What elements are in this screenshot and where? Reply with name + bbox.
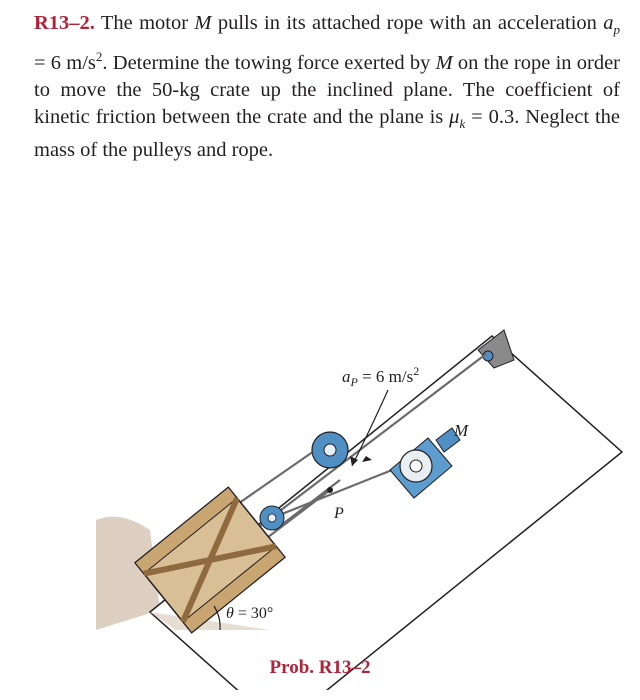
problem-text-segment: M <box>194 12 212 34</box>
problem-text-segment: p <box>613 22 620 38</box>
crate-pulley <box>260 506 284 530</box>
point-label: P <box>334 505 344 522</box>
problem-text-segment: M <box>435 51 453 74</box>
problem-text-segment: a <box>603 12 614 34</box>
accel-label: $a_P = 6$ $m/s^2$ <box>342 364 420 389</box>
problem-statement <box>34 10 620 164</box>
problem-text-segment: μ <box>449 105 460 128</box>
problem-text-segment: . Determine the towing force exerted by <box>102 51 436 74</box>
problem-text-segment: The motor <box>94 12 195 34</box>
large-pulley <box>312 432 348 468</box>
problem-text-segment: = 6 m/s <box>34 51 96 74</box>
problem-text-segment: = 0.3. Neglect the mass of the pulleys and rope. <box>34 105 620 162</box>
angle-label: θ = 30° <box>226 605 274 622</box>
figure-caption: Prob. R13–2 <box>269 657 371 678</box>
problem-text-segment: pulls in its attached rope with an acceleration <box>211 12 604 34</box>
motor-label: M <box>454 421 469 440</box>
problem-text <box>34 12 620 161</box>
problem-text-segment: on the rope in order to move the 50-kg crate up the inclined plane. The coefficient of kinetic friction between the crate and the plane is <box>34 51 621 128</box>
point-p-marker <box>327 487 333 493</box>
problem-id: R13–2. <box>34 12 95 34</box>
problem-text-segment: k <box>459 116 466 132</box>
incline-figure <box>0 290 640 690</box>
problem-text-segment: 2 <box>95 49 103 65</box>
